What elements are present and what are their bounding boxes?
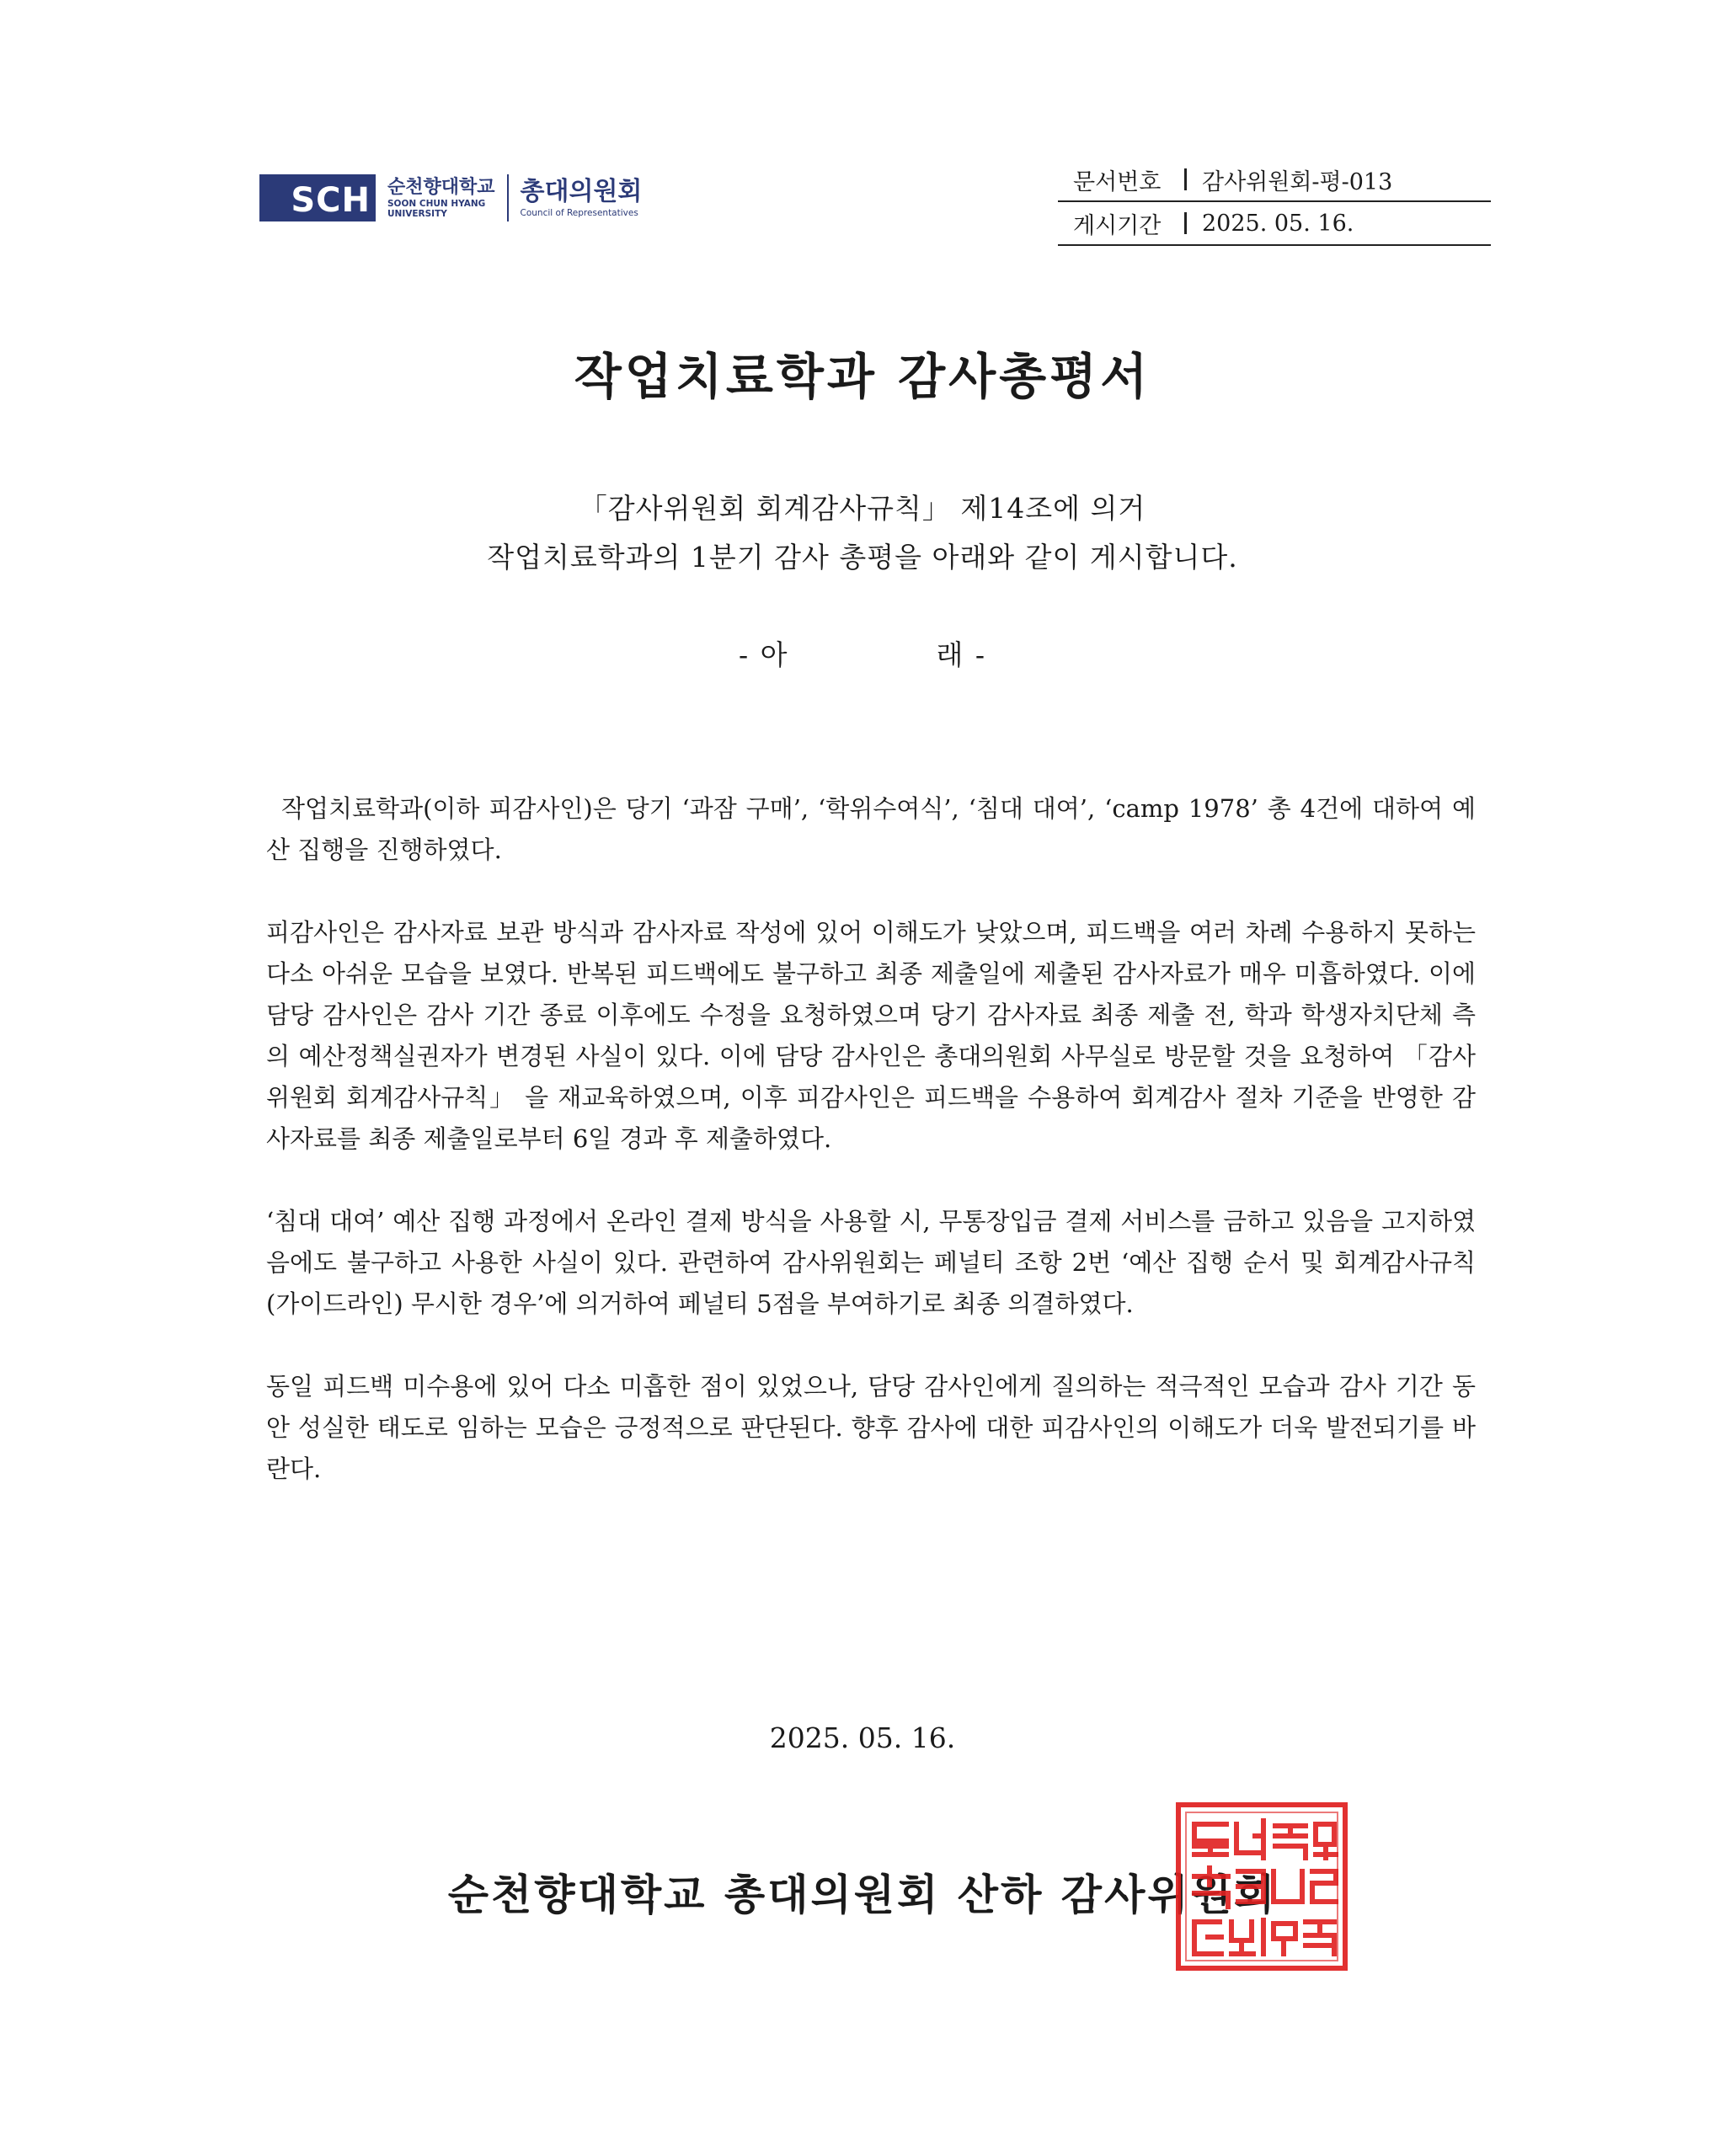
below-marker-left: - 아 — [738, 638, 789, 671]
sch-logo-mark: SCH — [259, 174, 376, 221]
review-body — [266, 788, 1476, 1531]
logo-divider — [507, 174, 509, 221]
meta-divider — [1184, 168, 1187, 190]
university-name-ko: 순천향대학교 — [387, 177, 495, 198]
doc-number-label: 문서번호 — [1073, 168, 1162, 195]
university-name-en-2: UNIVERSITY — [387, 209, 447, 219]
body-paragraph-4: 동일 피드백 미수용에 있어 다소 미흡한 점이 있었으나, 담당 감사인에게 질의하는 적극적인 모습과 감사 기간 동안 성실한 태도로 임하는 모습은 긍정적으로 판단된다. 향후 감사에 대한 피감사인의 이해도가 더욱 발전되기를 바란다. — [266, 1372, 1476, 1483]
council-logo — [259, 173, 642, 223]
below-marker — [0, 633, 1725, 673]
issue-date: 2025. 05. 16. — [769, 1721, 956, 1754]
intro-line-2: 작업치료학과의 1분기 감사 총평을 아래와 같이 게시합니다. — [487, 541, 1238, 574]
official-seal-stamp — [1176, 1802, 1348, 1971]
posting-period-row — [1058, 202, 1491, 246]
university-name-en-1: SOON CHUN HYANG — [387, 199, 486, 209]
doc-number-row — [1058, 158, 1491, 202]
body-paragraph-1: 작업치료학과(이하 피감사인)은 당기 ‘과잠 구매’, ‘학위수여식’, ‘침대 대여’, ‘camp 1978’ 총 4건에 대하여 예산 집행을 진행하였다. — [266, 794, 1476, 864]
meta-divider — [1184, 212, 1187, 234]
university-name — [387, 177, 495, 219]
intro-line-1: 「감사위원회 회계감사규칙」 제14조에 의거 — [579, 492, 1146, 525]
council-name — [521, 177, 643, 219]
document-meta-table — [1058, 158, 1491, 246]
body-paragraph-3: ‘침대 대여’ 예산 집행 과정에서 온라인 결제 방식을 사용할 시, 무통장입금 결제 서비스를 금하고 있음을 고지하였음에도 불구하고 사용한 사실이 있다. 관련하여 감사위원회는 페널티 조항 2번 ‘예산 집행 순서 및 회계감사규칙(가이드라인) 무시한 경우’에 의거하여 페널티 5점을 부여하기로 최종 의결하였다. — [266, 1207, 1476, 1318]
council-name-ko: 총대의원회 — [520, 177, 643, 206]
document-title: 작업치료학과 감사총평서 — [574, 348, 1151, 405]
council-name-en: Council of Representatives — [520, 208, 638, 218]
below-marker-right: 래 - — [936, 638, 987, 671]
posting-period-label: 게시기간 — [1073, 212, 1162, 239]
posting-period-value: 2025. 05. 16. — [1202, 210, 1354, 237]
signature-line: 순천향대학교 총대의원회 산하 감사위원회 — [447, 1870, 1278, 1919]
body-paragraph-2: 피감사인은 감사자료 보관 방식과 감사자료 작성에 있어 이해도가 낮았으며, 피드백을 여러 차례 수용하지 못하는 다소 아쉬운 모습을 보였다. 반복된 피드백에도 불구하고 최종 제출일에 제출된 감사자료가 매우 미흡하였다. 이에 담당 감사인은 감사 기간 종료 이후에도 수정을 요청하였으며 당기 감사자료 최종 제출 전, 학과 학생자치단체 측의 예산정책실권자가 변경된 사실이 있다. 이에 담당 감사인은 총대의원회 사무실로 방문할 것을 요청하여 「감사위원회 회계감사규칙」 을 재교육하였으며, 이후 피감사인은 피드백을 수용하여 회계감사 절차 기준을 반영한 감사자료를 최종 제출일로부터 6일 경과 후 제출하였다. — [266, 918, 1476, 1153]
doc-number-value: 감사위원회-평-013 — [1202, 168, 1393, 195]
